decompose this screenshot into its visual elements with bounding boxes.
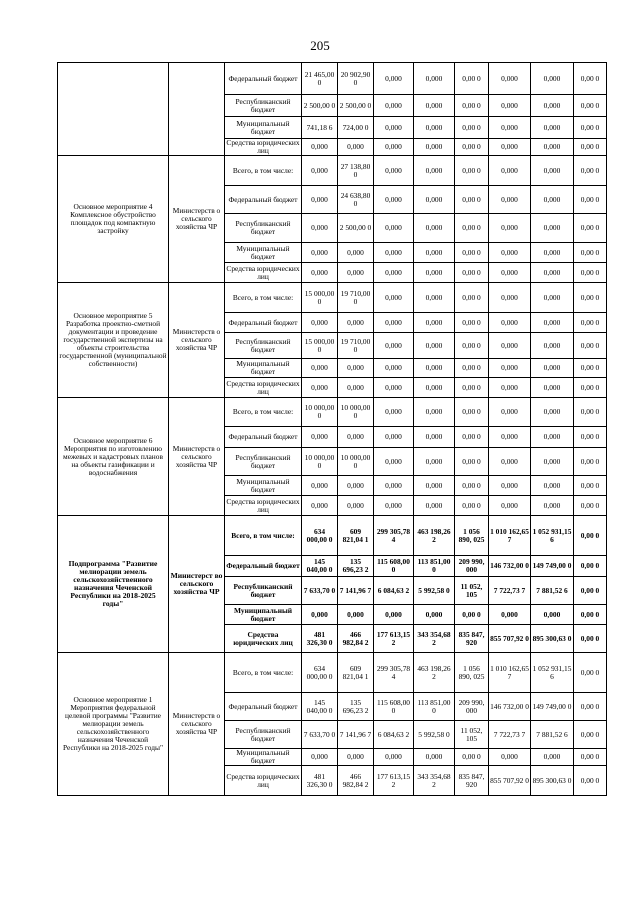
value-cell: 0,000 — [414, 214, 455, 243]
ministry-cell: Министерств о сельского хозяйства ЧР — [169, 653, 225, 796]
table-row — [58, 63, 607, 95]
value-cell: 343 354,68 2 — [414, 625, 455, 653]
value-cell: 146 732,00 0 — [489, 693, 531, 721]
value-cell: 895 300,63 0 — [531, 625, 574, 653]
value-cell: 0,00 0 — [574, 156, 607, 186]
funding-source-cell: Республиканский бюджет — [225, 448, 302, 476]
event-cell: Основное мероприятие 4 Комплексное обустройство площадок под компактную застройку — [58, 156, 169, 283]
funding-source-cell: Всего, в том числе: — [225, 653, 302, 693]
value-cell: 0,000 — [302, 263, 338, 283]
value-cell: 0,000 — [374, 605, 414, 625]
event-cell — [58, 63, 169, 156]
value-cell: 7 881,52 6 — [531, 721, 574, 749]
value-cell: 177 613,15 2 — [374, 766, 414, 796]
value-cell: 0,00 0 — [574, 476, 607, 496]
value-cell: 481 326,30 0 — [302, 625, 338, 653]
event-cell: Основное мероприятие 5 Разработка проектно-сметной документации и проведение государственной экспертизы на объекты строительства государственной (муниципальной собственности) — [58, 283, 169, 398]
value-cell: 0,000 — [489, 139, 531, 156]
funding-source-cell: Федеральный бюджет — [225, 63, 302, 95]
value-cell: 7 722,73 7 — [489, 577, 531, 605]
value-cell: 0,000 — [489, 263, 531, 283]
value-cell: 0,000 — [374, 398, 414, 427]
value-cell: 0,00 0 — [455, 605, 489, 625]
value-cell: 0,000 — [338, 263, 374, 283]
ministry-cell: Министерст во сельского хозяйства ЧР — [169, 516, 225, 653]
value-cell: 0,000 — [414, 263, 455, 283]
value-cell: 0,00 0 — [455, 398, 489, 427]
value-cell: 0,00 0 — [455, 313, 489, 333]
value-cell: 1 052 931,15 6 — [531, 516, 574, 556]
value-cell: 15 000,00 0 — [302, 283, 338, 313]
value-cell: 0,000 — [302, 243, 338, 263]
value-cell: 0,00 0 — [574, 625, 607, 653]
value-cell: 2 500,00 0 — [338, 214, 374, 243]
value-cell: 0,000 — [414, 605, 455, 625]
value-cell: 0,000 — [414, 749, 455, 766]
value-cell: 835 847, 920 — [455, 625, 489, 653]
value-cell: 0,000 — [302, 749, 338, 766]
value-cell: 0,00 0 — [574, 653, 607, 693]
value-cell: 0,000 — [531, 186, 574, 214]
value-cell: 10 000,00 0 — [302, 448, 338, 476]
value-cell: 0,00 0 — [455, 139, 489, 156]
value-cell: 113 851,00 0 — [414, 693, 455, 721]
value-cell: 0,000 — [302, 496, 338, 516]
value-cell: 2 500,00 0 — [338, 95, 374, 117]
value-cell: 6 084,63 2 — [374, 721, 414, 749]
value-cell: 299 305,78 4 — [374, 653, 414, 693]
value-cell: 27 138,80 0 — [338, 156, 374, 186]
value-cell: 0,000 — [414, 186, 455, 214]
funding-source-cell: Всего, в том числе: — [225, 516, 302, 556]
value-cell: 0,000 — [531, 427, 574, 448]
value-cell: 0,00 0 — [574, 693, 607, 721]
value-cell: 0,000 — [338, 139, 374, 156]
value-cell: 209 990, 000 — [455, 693, 489, 721]
value-cell: 11 052, 105 — [455, 721, 489, 749]
value-cell: 0,00 0 — [455, 378, 489, 398]
value-cell: 0,00 0 — [574, 313, 607, 333]
page-number: 205 — [310, 38, 330, 53]
value-cell: 0,000 — [489, 359, 531, 378]
value-cell: 0,000 — [302, 186, 338, 214]
value-cell: 0,000 — [338, 749, 374, 766]
value-cell: 19 710,00 0 — [338, 333, 374, 359]
value-cell: 0,000 — [374, 427, 414, 448]
value-cell: 0,00 0 — [455, 117, 489, 139]
value-cell: 0,00 0 — [574, 243, 607, 263]
value-cell: 0,000 — [374, 476, 414, 496]
value-cell: 0,00 0 — [574, 577, 607, 605]
value-cell: 0,00 0 — [574, 186, 607, 214]
event-cell: Основное мероприятие 6 Мероприятия по изготовлению межевых и кадастровых планов на объекты газификации и водоснабжения — [58, 398, 169, 516]
value-cell: 7 722,73 7 — [489, 721, 531, 749]
value-cell: 0,00 0 — [574, 117, 607, 139]
value-cell: 0,000 — [374, 95, 414, 117]
value-cell: 7 633,70 0 — [302, 721, 338, 749]
value-cell: 145 040,00 0 — [302, 556, 338, 577]
value-cell: 0,000 — [302, 427, 338, 448]
value-cell: 115 608,00 0 — [374, 556, 414, 577]
value-cell: 0,00 0 — [455, 427, 489, 448]
value-cell: 0,00 0 — [574, 427, 607, 448]
value-cell: 0,000 — [338, 378, 374, 398]
value-cell: 113 851,00 0 — [414, 556, 455, 577]
value-cell: 115 608,00 0 — [374, 693, 414, 721]
value-cell: 0,000 — [374, 313, 414, 333]
value-cell: 0,00 0 — [455, 263, 489, 283]
value-cell: 7 633,70 0 — [302, 577, 338, 605]
value-cell: 0,000 — [489, 333, 531, 359]
value-cell: 463 198,26 2 — [414, 653, 455, 693]
funding-source-cell: Средства юридических лиц — [226, 138, 300, 155]
value-cell: 0,000 — [414, 496, 455, 516]
value-cell: 0,000 — [338, 496, 374, 516]
value-cell: 0,000 — [302, 476, 338, 496]
funding-source-cell: Муниципальный бюджет — [225, 359, 302, 378]
value-cell: 0,00 0 — [455, 214, 489, 243]
value-cell: 0,000 — [374, 214, 414, 243]
value-cell: 0,00 0 — [574, 749, 607, 766]
value-cell: 2 500,00 0 — [302, 95, 338, 117]
event-cell: Основное мероприятие 1 Мероприятия федеральной целевой программы "Развитие мелиорации земель сельскохозяйственного назначения Чеченской Республики на 2018-2025 годы" — [58, 653, 169, 796]
value-cell: 0,00 0 — [455, 95, 489, 117]
value-cell: 0,000 — [489, 243, 531, 263]
value-cell: 0,000 — [531, 313, 574, 333]
value-cell: 0,000 — [374, 243, 414, 263]
value-cell: 0,000 — [374, 263, 414, 283]
value-cell: 0,00 0 — [455, 496, 489, 516]
value-cell: 0,00 0 — [455, 359, 489, 378]
table-row — [58, 516, 607, 556]
value-cell: 0,000 — [531, 749, 574, 766]
value-cell: 0,000 — [531, 156, 574, 186]
value-cell: 0,00 0 — [574, 214, 607, 243]
value-cell: 0,000 — [531, 263, 574, 283]
funding-source-cell: Республиканский бюджет — [225, 333, 302, 359]
value-cell: 741,18 6 — [302, 117, 338, 139]
value-cell: 0,00 0 — [574, 766, 607, 796]
value-cell: 0,00 0 — [455, 156, 489, 186]
value-cell: 0,000 — [531, 117, 574, 139]
value-cell: 835 847, 920 — [455, 766, 489, 796]
funding-source-cell: Средства юридических лиц — [226, 496, 300, 514]
value-cell: 7 141,96 7 — [338, 577, 374, 605]
value-cell: 0,000 — [531, 496, 574, 516]
value-cell: 0,000 — [531, 63, 574, 95]
value-cell: 0,00 0 — [574, 378, 607, 398]
value-cell: 0,000 — [531, 95, 574, 117]
value-cell: 0,000 — [374, 117, 414, 139]
funding-source-cell: Федеральный бюджет — [225, 186, 302, 214]
funding-source-cell: Республиканский бюджет — [225, 721, 302, 749]
value-cell: 0,000 — [374, 496, 414, 516]
value-cell: 21 465,00 0 — [302, 63, 338, 95]
value-cell: 0,000 — [489, 378, 531, 398]
value-cell: 0,000 — [414, 95, 455, 117]
value-cell: 0,000 — [531, 243, 574, 263]
funding-source-cell: Муниципальный бюджет — [225, 117, 302, 139]
value-cell: 0,000 — [489, 156, 531, 186]
value-cell: 0,000 — [338, 243, 374, 263]
value-cell: 0,000 — [414, 63, 455, 95]
funding-source-cell: Федеральный бюджет — [225, 427, 302, 448]
value-cell: 0,000 — [374, 186, 414, 214]
value-cell: 20 902,90 0 — [338, 63, 374, 95]
value-cell: 0,00 0 — [574, 95, 607, 117]
value-cell: 0,000 — [489, 398, 531, 427]
value-cell: 0,00 0 — [574, 359, 607, 378]
value-cell: 0,00 0 — [574, 398, 607, 427]
value-cell: 0,000 — [489, 476, 531, 496]
value-cell: 0,000 — [531, 378, 574, 398]
value-cell: 146 732,00 0 — [489, 556, 531, 577]
value-cell: 855 707,92 0 — [489, 625, 531, 653]
value-cell: 0,00 0 — [574, 448, 607, 476]
value-cell: 7 881,52 6 — [531, 577, 574, 605]
value-cell: 1 056 890, 025 — [455, 653, 489, 693]
value-cell: 0,00 0 — [574, 605, 607, 625]
value-cell: 0,000 — [414, 156, 455, 186]
value-cell: 0,00 0 — [574, 496, 607, 516]
value-cell: 466 982,84 2 — [338, 766, 374, 796]
value-cell: 0,000 — [374, 139, 414, 156]
value-cell: 7 141,96 7 — [338, 721, 374, 749]
value-cell: 149 749,00 0 — [531, 556, 574, 577]
value-cell: 0,000 — [414, 243, 455, 263]
value-cell: 0,000 — [531, 333, 574, 359]
value-cell: 634 000,00 0 — [302, 516, 338, 556]
value-cell: 0,000 — [531, 359, 574, 378]
value-cell: 0,000 — [414, 117, 455, 139]
value-cell: 0,000 — [414, 398, 455, 427]
value-cell: 0,000 — [489, 749, 531, 766]
value-cell: 0,000 — [414, 139, 455, 156]
value-cell: 0,000 — [489, 95, 531, 117]
value-cell: 1 010 162,65 7 — [489, 516, 531, 556]
value-cell: 0,000 — [302, 156, 338, 186]
value-cell: 0,00 0 — [574, 333, 607, 359]
value-cell: 0,000 — [531, 283, 574, 313]
value-cell: 0,00 0 — [574, 263, 607, 283]
value-cell: 209 990, 000 — [455, 556, 489, 577]
funding-source-cell: Всего, в том числе: — [225, 156, 302, 186]
value-cell: 0,000 — [414, 448, 455, 476]
value-cell: 895 300,63 0 — [531, 766, 574, 796]
value-cell: 609 821,04 1 — [338, 653, 374, 693]
value-cell: 855 707,92 0 — [489, 766, 531, 796]
value-cell: 0,000 — [374, 63, 414, 95]
value-cell: 0,000 — [374, 359, 414, 378]
funding-source-cell: Всего, в том числе: — [225, 398, 302, 427]
value-cell: 0,00 0 — [455, 333, 489, 359]
value-cell: 0,000 — [302, 139, 338, 156]
value-cell: 0,000 — [489, 117, 531, 139]
value-cell: 634 000,00 0 — [302, 653, 338, 693]
value-cell: 0,000 — [531, 605, 574, 625]
value-cell: 0,000 — [531, 214, 574, 243]
value-cell: 0,000 — [414, 359, 455, 378]
funding-source-cell: Муниципальный бюджет — [225, 243, 302, 263]
funding-source-cell: Республиканский бюджет — [225, 214, 302, 243]
table-row — [58, 283, 607, 313]
funding-source-cell: Средства юридических лиц — [225, 766, 302, 796]
value-cell: 724,00 0 — [338, 117, 374, 139]
value-cell: 0,000 — [489, 605, 531, 625]
value-cell: 0,000 — [374, 283, 414, 313]
value-cell: 0,000 — [302, 313, 338, 333]
value-cell: 0,00 0 — [574, 283, 607, 313]
value-cell: 0,000 — [302, 605, 338, 625]
value-cell: 0,000 — [302, 359, 338, 378]
funding-source-cell: Федеральный бюджет — [225, 556, 302, 577]
value-cell: 0,000 — [374, 378, 414, 398]
value-cell: 0,000 — [489, 283, 531, 313]
table-row — [58, 653, 607, 693]
funding-source-cell: Средства юридических лиц — [226, 263, 300, 281]
value-cell: 1 056 890, 025 — [455, 516, 489, 556]
funding-source-cell: Федеральный бюджет — [225, 693, 302, 721]
value-cell: 1 010 162,65 7 — [489, 653, 531, 693]
funding-source-cell: Средства юридических лиц — [225, 625, 302, 653]
value-cell: 5 992,58 0 — [414, 577, 455, 605]
value-cell: 463 198,26 2 — [414, 516, 455, 556]
funding-source-cell: Средства юридических лиц — [226, 378, 300, 396]
value-cell: 0,000 — [414, 476, 455, 496]
value-cell: 0,00 0 — [455, 283, 489, 313]
value-cell: 0,000 — [338, 427, 374, 448]
value-cell: 0,000 — [531, 139, 574, 156]
value-cell: 0,000 — [338, 359, 374, 378]
value-cell: 135 696,23 2 — [338, 556, 374, 577]
table-row — [58, 156, 607, 186]
ministry-cell: Министерств о сельского хозяйства ЧР — [169, 156, 225, 283]
value-cell: 10 000,00 0 — [338, 448, 374, 476]
value-cell: 0,000 — [489, 496, 531, 516]
value-cell: 10 000,00 0 — [338, 398, 374, 427]
value-cell: 149 749,00 0 — [531, 693, 574, 721]
value-cell: 0,000 — [374, 448, 414, 476]
value-cell: 0,000 — [374, 333, 414, 359]
value-cell: 0,00 0 — [455, 243, 489, 263]
value-cell: 0,000 — [414, 333, 455, 359]
value-cell: 0,000 — [414, 283, 455, 313]
value-cell: 0,000 — [489, 186, 531, 214]
table-row — [58, 398, 607, 427]
value-cell: 0,000 — [414, 313, 455, 333]
value-cell: 0,00 0 — [574, 516, 607, 556]
value-cell: 0,00 0 — [455, 749, 489, 766]
value-cell: 609 821,04 1 — [338, 516, 374, 556]
value-cell: 15 000,00 0 — [302, 333, 338, 359]
ministry-cell — [169, 63, 225, 156]
value-cell: 135 696,23 2 — [338, 693, 374, 721]
funding-source-cell: Муниципальный бюджет — [225, 749, 302, 766]
value-cell: 0,00 0 — [455, 448, 489, 476]
value-cell: 177 613,15 2 — [374, 625, 414, 653]
value-cell: 0,00 0 — [455, 476, 489, 496]
value-cell: 6 084,63 2 — [374, 577, 414, 605]
event-cell: Подпрограмма "Развитие мелиорации земель сельскохозяйственного назначения Чеченской Республики на 2018-2025 годы" — [58, 516, 169, 653]
value-cell: 0,00 0 — [574, 139, 607, 156]
value-cell: 0,000 — [489, 448, 531, 476]
value-cell: 145 040,00 0 — [302, 693, 338, 721]
value-cell: 0,000 — [338, 313, 374, 333]
value-cell: 0,000 — [338, 605, 374, 625]
value-cell: 0,000 — [302, 378, 338, 398]
ministry-cell: Министерств о сельского хозяйства ЧР — [169, 398, 225, 516]
value-cell: 1 052 931,15 6 — [531, 653, 574, 693]
value-cell: 299 305,78 4 — [374, 516, 414, 556]
value-cell: 5 992,58 0 — [414, 721, 455, 749]
value-cell: 11 052, 105 — [455, 577, 489, 605]
value-cell: 0,000 — [414, 378, 455, 398]
funding-source-cell: Республиканский бюджет — [225, 95, 302, 117]
value-cell: 0,00 0 — [455, 63, 489, 95]
funding-source-cell: Муниципальный бюджет — [225, 476, 302, 496]
value-cell: 343 354,68 2 — [414, 766, 455, 796]
value-cell: 0,00 0 — [574, 556, 607, 577]
funding-table — [57, 62, 607, 796]
value-cell: 0,00 0 — [574, 721, 607, 749]
funding-source-cell: Всего, в том числе: — [225, 283, 302, 313]
funding-source-cell: Муниципальный бюджет — [225, 605, 302, 625]
value-cell: 0,00 0 — [574, 63, 607, 95]
value-cell: 466 982,84 2 — [338, 625, 374, 653]
value-cell: 24 638,80 0 — [338, 186, 374, 214]
funding-source-cell: Федеральный бюджет — [225, 313, 302, 333]
value-cell: 0,000 — [531, 398, 574, 427]
value-cell: 481 326,30 0 — [302, 766, 338, 796]
value-cell: 0,000 — [489, 63, 531, 95]
value-cell: 0,000 — [489, 313, 531, 333]
value-cell: 10 000,00 0 — [302, 398, 338, 427]
value-cell: 0,000 — [531, 476, 574, 496]
ministry-cell: Министерств о сельского хозяйства ЧР — [169, 283, 225, 398]
value-cell: 0,000 — [489, 214, 531, 243]
value-cell: 0,000 — [374, 156, 414, 186]
value-cell: 0,000 — [414, 427, 455, 448]
value-cell: 19 710,00 0 — [338, 283, 374, 313]
value-cell: 0,000 — [338, 476, 374, 496]
value-cell: 0,000 — [374, 749, 414, 766]
value-cell: 0,000 — [489, 427, 531, 448]
value-cell: 0,00 0 — [455, 186, 489, 214]
value-cell: 0,000 — [531, 448, 574, 476]
funding-source-cell: Республиканский бюджет — [225, 577, 302, 605]
value-cell: 0,000 — [302, 214, 338, 243]
